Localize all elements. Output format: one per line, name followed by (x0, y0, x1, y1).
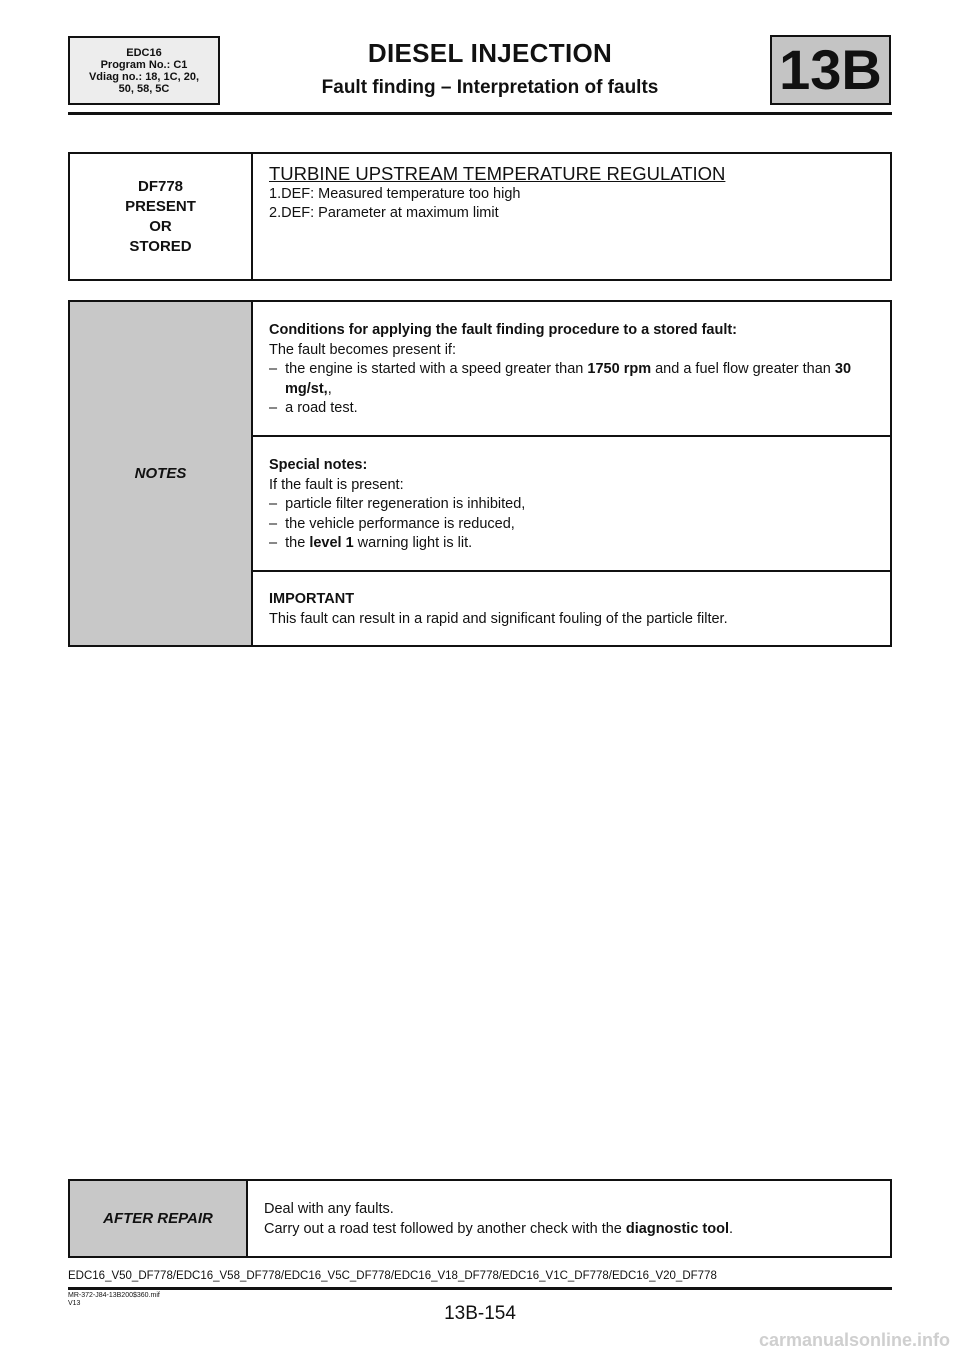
important-cell (253, 572, 890, 645)
fault-status-line: PRESENT (125, 197, 196, 215)
mif-name: MR-372-J84-13B200$360.mif (68, 1292, 160, 1299)
page-subtitle: Fault finding – Interpretation of faults (321, 77, 659, 98)
conditions-cell (253, 302, 890, 437)
fault-def: 2.DEF: Parameter at maximum limit (269, 205, 499, 221)
after-repair-content (248, 1181, 890, 1256)
vehicle-info-line: EDC16 (126, 46, 162, 59)
fault-description-cell (253, 154, 890, 279)
page-title: DIESEL INJECTION (367, 38, 613, 68)
special-notes-heading: Special notes: (269, 457, 368, 473)
special-notes-item: – the level 1 warning light is lit. (269, 535, 473, 551)
section-badge: 13B (770, 35, 891, 105)
fault-code: DF778 (137, 177, 184, 195)
conditions-item: – the engine is started with a speed greater than 1750 rpm and a fuel flow greater than 30 mg/st,, (269, 361, 852, 397)
conditions-intro: The fault becomes present if: (269, 341, 456, 358)
conditions-item: – a road test. (269, 400, 358, 416)
text-run: the vehicle performance is reduced, (285, 515, 515, 532)
fault-status-line: STORED (129, 237, 192, 255)
fault-table (68, 152, 892, 281)
header-divider (68, 112, 892, 115)
text-run: a road test. (285, 400, 358, 416)
text-run: Carry out a road test followed by another check with the (264, 1220, 626, 1237)
text-run: and a fuel flow greater than (651, 361, 835, 377)
notes-table (68, 300, 892, 647)
important-text: This fault can result in a rapid and significant fouling of the particle filter. (269, 610, 728, 627)
footer-divider (68, 1287, 892, 1290)
text-run: diagnostic tool (625, 1220, 729, 1237)
after-repair-line (264, 1220, 890, 1240)
important-heading: IMPORTANT (269, 591, 355, 607)
page-number: 13B-154 (444, 1303, 516, 1324)
text-run: , (327, 380, 332, 397)
special-notes-cell (253, 437, 890, 572)
conditions-heading: Conditions for applying the fault finding procedure to a stored fault: (269, 322, 738, 338)
text-run: 30 mg/st, (285, 361, 852, 397)
version-label: V13 (68, 1300, 81, 1307)
notes-label-cell (70, 302, 253, 645)
notes-label: NOTES (134, 465, 187, 482)
after-repair-line: Deal with any faults. (264, 1201, 394, 1217)
special-notes-item: – particle filter regeneration is inhibited, (269, 496, 526, 512)
vehicle-info-box (68, 36, 220, 105)
fault-status-cell (70, 154, 253, 279)
after-repair-label-cell (70, 1181, 248, 1256)
vehicle-info-line: 50, 58, 5C (118, 82, 170, 95)
special-notes-item: – the vehicle performance is reduced, (269, 515, 515, 532)
notes-content (253, 302, 890, 645)
text-run: . (729, 1220, 734, 1237)
text-run: particle filter regeneration is inhibited, (285, 496, 526, 512)
fault-def: 1.DEF: Measured temperature too high (269, 186, 521, 202)
text-run: the engine is started with a speed greater than (285, 361, 588, 377)
vehicle-info-line: Vdiag no.: 18, 1C, 20, (88, 70, 200, 83)
fault-status-line: OR (149, 217, 172, 235)
document-reference: EDC16_V50_DF778/EDC16_V58_DF778/EDC16_V5C_DF778/EDC16_V18_DF778/EDC16_V1C_DF778/EDC16_V20_DF778 (68, 1270, 717, 1282)
fault-title: TURBINE UPSTREAM TEMPERATURE REGULATION (269, 163, 726, 184)
special-notes-intro: If the fault is present: (269, 476, 404, 493)
after-repair-label: AFTER REPAIR (103, 1210, 213, 1227)
text-run: level 1 (309, 535, 354, 551)
watermark: carmanualsonline.info (758, 1330, 950, 1350)
text-run: warning light is lit. (353, 535, 473, 551)
after-repair-table (68, 1179, 892, 1258)
text-run: the (285, 535, 310, 551)
vehicle-info-line: Program No.: C1 (100, 58, 188, 71)
text-run: 1750 rpm (587, 361, 652, 377)
